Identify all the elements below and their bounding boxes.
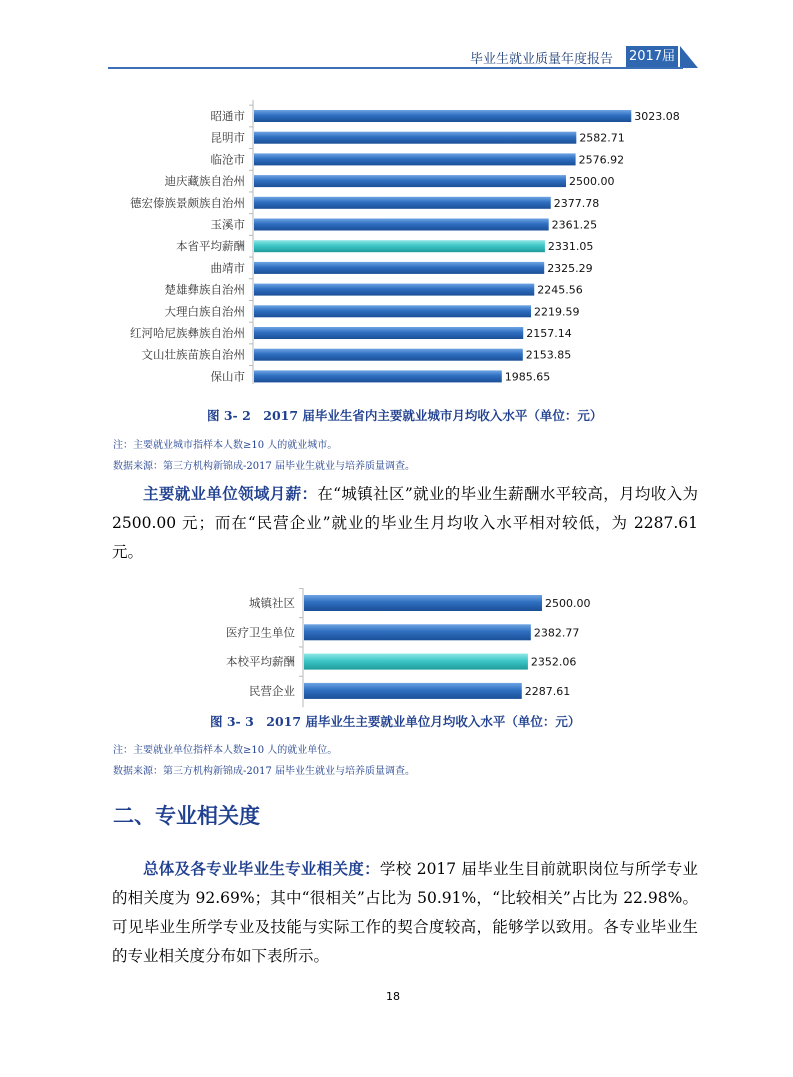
header-rule: [108, 67, 683, 69]
chart-value-label: 1985.65: [504, 370, 551, 384]
chart-value-label: 3023.08: [634, 110, 680, 123]
unit-salary-paragraph: [112, 480, 698, 567]
figure-3-2-source: 数据来源：第三方机构新锦成-2017 届毕业生就业与培养质量调查。: [113, 461, 416, 472]
report-header-title: 毕业生就业质量年度报告: [470, 52, 614, 67]
chart-bar: [254, 327, 523, 339]
chart-bar-highlight: [304, 654, 528, 670]
city-salary-chart: [0, 100, 793, 395]
major-relevance-lead: 总体及各专业毕业生专业相关度：: [143, 860, 380, 878]
chart-bar: [254, 370, 502, 382]
chart-bar: [254, 175, 566, 187]
chart-value-label: 2245.56: [537, 283, 583, 297]
chart-category-label: 楚雄彝族自治州: [164, 282, 245, 297]
chart-category-label: 大理白族自治州: [164, 304, 245, 319]
chart-value-label: 2331.05: [547, 240, 594, 254]
year-badge: 2017届: [626, 46, 678, 67]
chart-bar: [304, 595, 542, 611]
chart-value-label: 2325.29: [547, 261, 593, 275]
chart-category-label: 保山市: [210, 369, 245, 384]
chart-category-label: 曲靖市: [210, 260, 245, 275]
chart-category-label: 昭通市: [210, 109, 245, 123]
chart-bar: [254, 305, 531, 317]
chart-bar: [254, 110, 631, 122]
chart-category-label: 红河哈尼族彝族自治州: [130, 326, 245, 340]
figure-3-2-note: 注：主要就业城市指样本人数≥10 人的就业城市。: [113, 440, 338, 451]
chart-bar: [254, 284, 534, 296]
figure-3-3-caption: 图 3- 3 2017 届毕业生主要就业单位月均收入水平（单位：元）: [210, 714, 581, 729]
chart-category-label: 玉溪市: [210, 217, 245, 232]
chart-category-label: 本省平均薪酬: [176, 239, 245, 254]
chart-value-label: 2500.00: [569, 175, 615, 189]
chart-value-label: 2500.00: [545, 597, 591, 610]
page-number: 18: [386, 990, 400, 1003]
unit-salary-body: 在“城镇社区”就业的毕业生薪酬水平较高，月均收入为 2500.00 元；而在“民营企业”就业的毕业生月均收入水平相对较低，为 2287.61 元。: [112, 485, 698, 561]
chart-category-label: 文山壮族苗族自治州: [141, 347, 245, 362]
header-corner-decoration: [680, 46, 698, 68]
chart-category-label: 本校平均薪酬: [226, 654, 295, 669]
chart-value-label: 2352.06: [530, 655, 577, 669]
chart-bar: [254, 197, 551, 209]
chart-value-label: 2219.59: [534, 305, 580, 319]
chart-category-label: 民营企业: [249, 683, 295, 698]
chart-value-label: 2576.92: [578, 153, 625, 167]
chart-value-label: 2157.14: [526, 327, 572, 340]
unit-salary-lead: 主要就业单位领域月薪：: [143, 485, 318, 503]
chart-category-label: 德宏傣族景颇族自治州: [130, 195, 245, 210]
chart-value-label: 2361.25: [551, 218, 598, 232]
unit-salary-chart: [0, 588, 793, 708]
chart-category-label: 昆明市: [210, 130, 245, 145]
figure-3-3-note: 注：主要就业单位指样本人数≥10 人的就业单位。: [113, 745, 338, 756]
chart-category-label: 城镇社区: [249, 596, 295, 610]
chart-bar: [254, 132, 576, 144]
chart-value-label: 2153.85: [525, 348, 572, 362]
chart-category-label: 医疗卫生单位: [226, 625, 295, 640]
chart-value-label: 2382.77: [533, 626, 580, 640]
chart-category-label: 迪庆藏族自治州: [164, 174, 245, 189]
chart-bar: [304, 624, 531, 640]
chart-value-label: 2582.71: [579, 131, 625, 145]
figure-3-3-source: 数据来源：第三方机构新锦成-2017 届毕业生就业与培养质量调查。: [113, 766, 416, 777]
major-relevance-body: 学校 2017 届毕业生目前就职岗位与所学专业的相关度为 92.69%；其中“很相关”占比为 50.91%，“比较相关”占比为 22.98%。可见毕业生所学专业及技能与实际工作的契合度较高，能够学以致用。各专业毕业生的专业相关度分布如下表所示。: [112, 860, 698, 965]
chart-value-label: 2377.78: [553, 196, 600, 210]
chart-bar: [254, 219, 549, 231]
chart-category-label: 临沧市: [210, 152, 245, 167]
section-heading: 二、专业相关度: [113, 804, 260, 828]
chart-bar: [254, 262, 544, 274]
chart-bar-highlight: [254, 240, 545, 252]
chart-bar: [304, 683, 522, 699]
major-relevance-paragraph: [112, 855, 698, 971]
chart-bar: [254, 153, 576, 165]
figure-3-2-caption: 图 3- 2 2017 届毕业生省内主要就业城市月均收入水平（单位：元）: [207, 408, 603, 423]
chart-bar: [254, 349, 523, 361]
chart-value-label: 2287.61: [524, 684, 571, 698]
